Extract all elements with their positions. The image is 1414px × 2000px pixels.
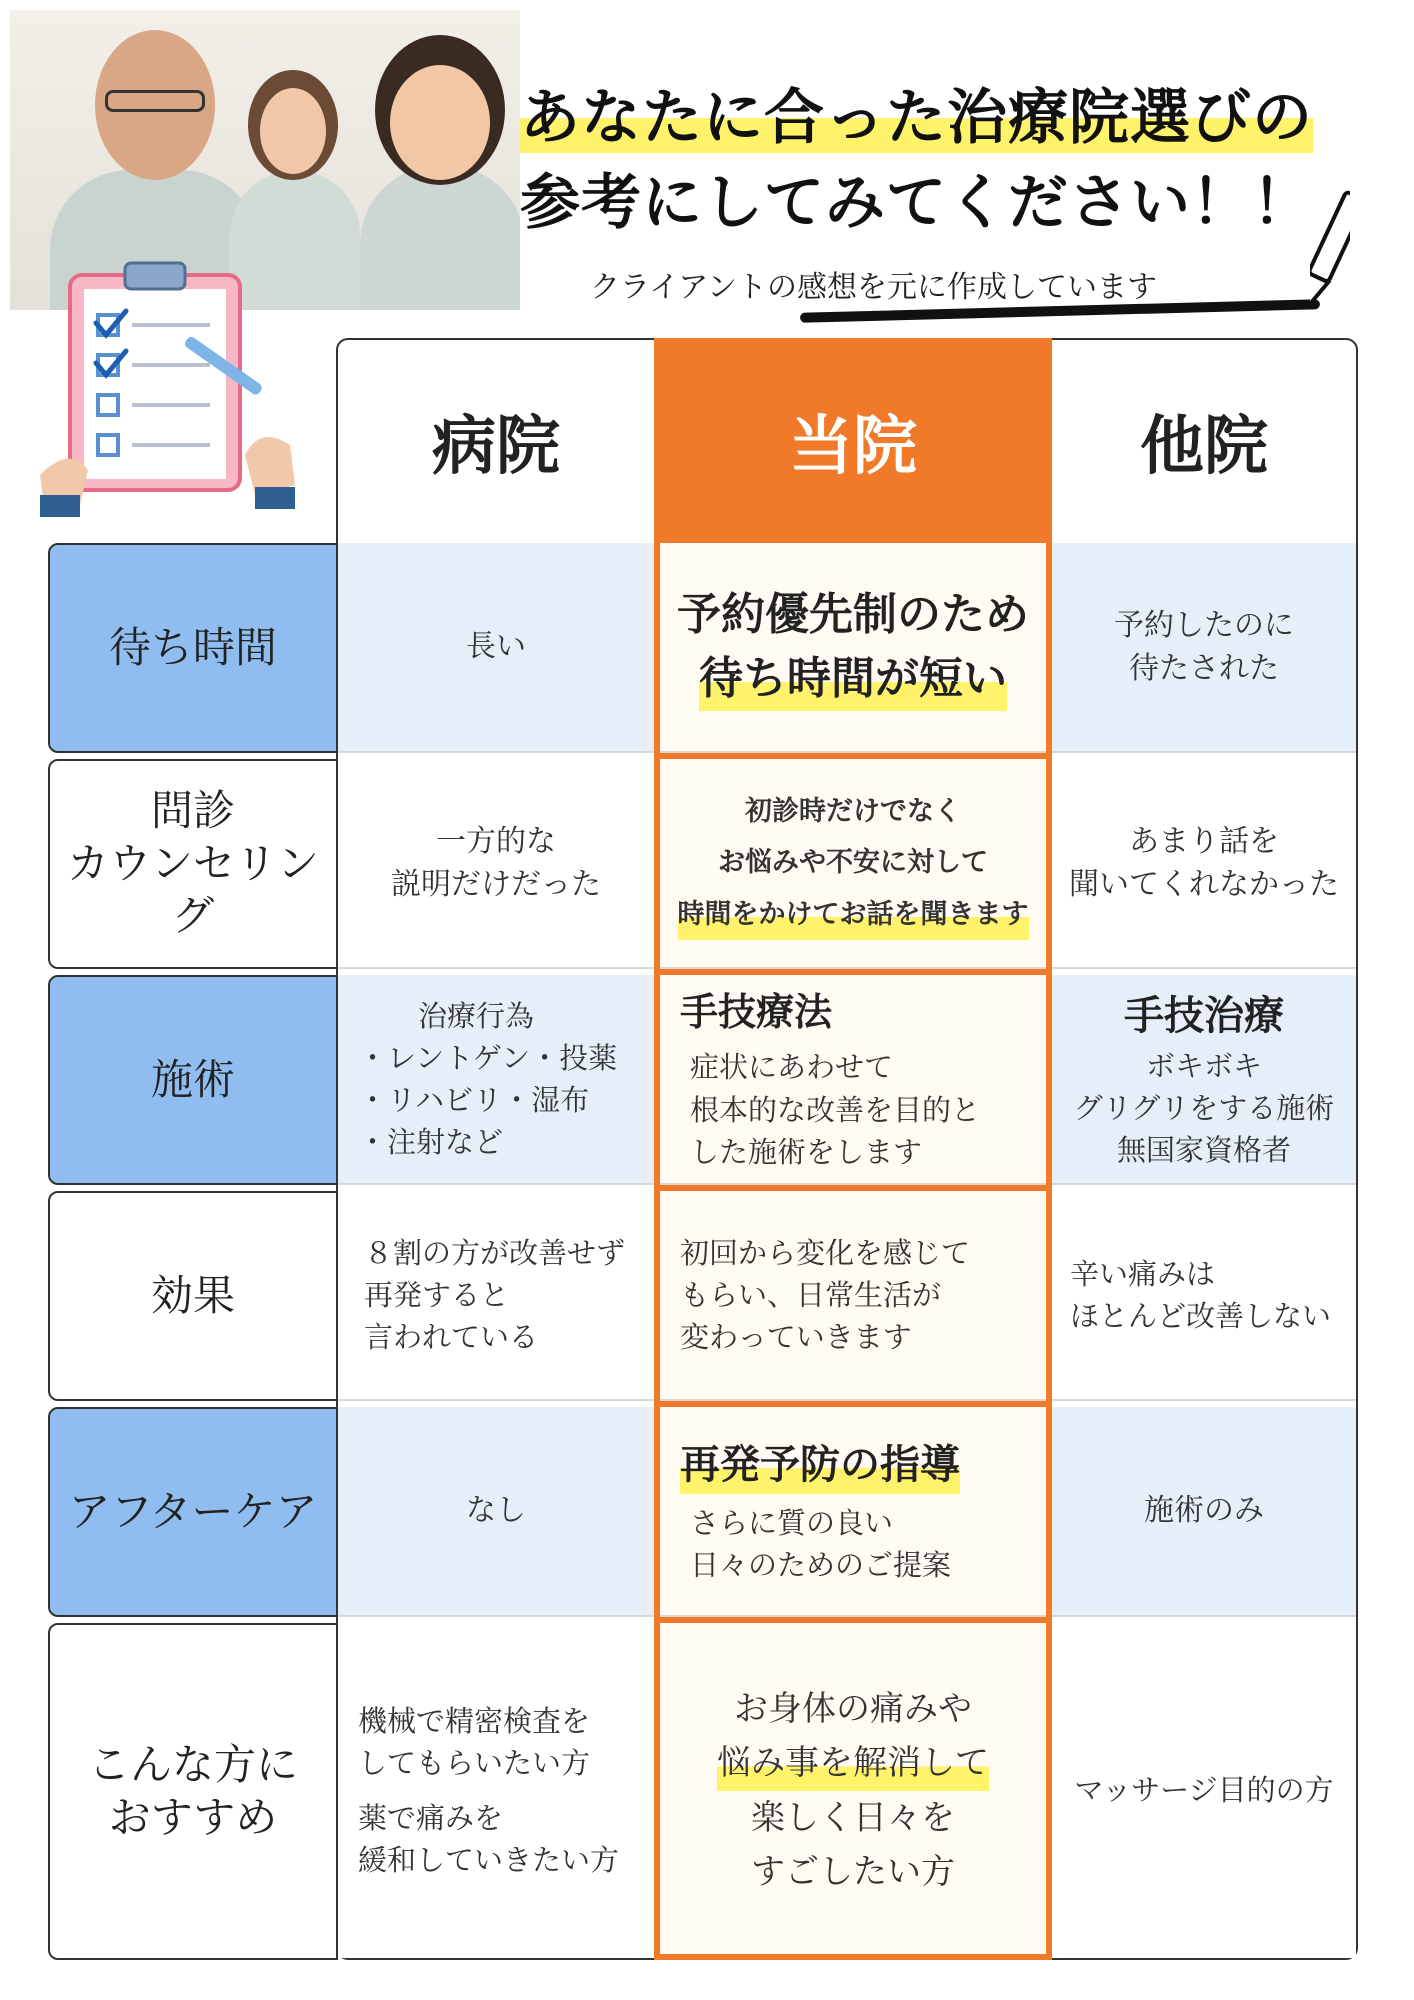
subtitle: クライアントの感想を元に作成しています: [590, 270, 1157, 305]
cell-others-recommend: マッサージ目的の方: [1052, 1623, 1356, 1958]
cell-others-wait: 予約したのに 待たされた: [1052, 543, 1356, 753]
cell-hospital-wait: 長い: [338, 543, 654, 753]
cell-ours-wait: 予約優先制のため 待ち時間が短い: [654, 543, 1052, 753]
row-label-aftercare: アフターケア: [48, 1407, 338, 1617]
cell-ours-treatment: 手技療法 症状にあわせて 根本的な改善を目的と した施術をします: [654, 975, 1052, 1185]
column-header-ours: 当院: [654, 338, 1052, 543]
cell-others-aftercare: 施術のみ: [1052, 1407, 1356, 1617]
headline-line-2: 参考にしてみてください！！: [520, 168, 1313, 238]
cell-others-treatment: 手技治療 ボキボキ グリグリをする施術 無国家資格者: [1052, 975, 1356, 1185]
cell-ours-aftercare: 再発予防の指導 さらに質の良い 日々のためのご提案: [654, 1407, 1052, 1617]
row-label-counseling: 問診 カウンセリング: [48, 759, 338, 969]
cell-ours-counseling: 初診時だけでなく お悩みや不安に対して 時間をかけてお話を聞きます: [654, 759, 1052, 969]
cell-hospital-aftercare: なし: [338, 1407, 654, 1617]
ours-row-divider: [654, 753, 1052, 759]
cell-others-counseling: あまり話を 聞いてくれなかった: [1052, 759, 1356, 969]
cell-ours-effect: 初回から変化を感じて もらい、日常生活が 変わっていきます: [654, 1191, 1052, 1401]
row-label-treatment: 施術: [48, 975, 338, 1185]
cell-hospital-recommend: 機械で精密検査を してもらいたい方 薬で痛みを 緩和していきたい方: [338, 1623, 654, 1958]
cell-hospital-effect: ８割の方が改善せず 再発すると 言われている: [338, 1191, 654, 1401]
cell-hospital-counseling: 一方的な 説明だけだった: [338, 759, 654, 969]
marker-pen-icon: [1310, 180, 1350, 320]
row-label-wait-time: 待ち時間: [48, 543, 338, 753]
column-header-others: 他院: [1140, 409, 1268, 484]
ours-row-divider: [654, 969, 1052, 975]
ours-row-divider: [654, 1185, 1052, 1191]
ours-row-divider: [654, 1617, 1052, 1623]
ours-row-divider: [654, 1401, 1052, 1407]
headline-line-1: あなたに合った治療院選びの: [520, 83, 1313, 153]
row-label-effect: 効果: [48, 1191, 338, 1401]
row-label-recommend: こんな方に おすすめ: [48, 1623, 338, 1960]
cell-others-effect: 辛い痛みは ほとんど改善しない: [1052, 1191, 1356, 1401]
comparison-table: [48, 338, 1358, 1960]
cell-ours-recommend: お身体の痛みや 悩み事を解消して 楽しく日々を すごしたい方: [654, 1623, 1052, 1958]
cell-hospital-treatment: 治療行為 ・レントゲン・投薬 ・リハビリ・湿布 ・注射など: [338, 975, 654, 1185]
staff-woman-figure: [360, 35, 520, 310]
column-header-hospital: 病院: [432, 409, 560, 484]
